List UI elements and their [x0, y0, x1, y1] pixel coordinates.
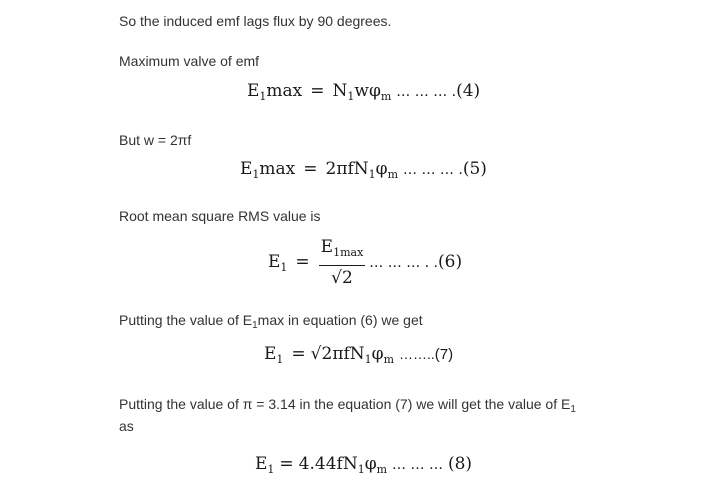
eq5-lhs: E	[240, 159, 253, 179]
eq4-rhs-sub1: 1	[347, 90, 355, 103]
eq8-lhs: E	[255, 454, 268, 474]
eq6-fraction	[319, 236, 366, 289]
text-putting-pi-sub: 1	[570, 404, 576, 415]
eq7-dots: ……..	[399, 346, 435, 362]
eq5-equals: =	[303, 159, 318, 179]
eq7-rhs-sub1: 1	[364, 353, 372, 366]
eq8-dots: … … …	[392, 457, 443, 473]
eq8-number: (8)	[447, 454, 473, 474]
text-but-w: But w = 2πf	[119, 132, 192, 148]
eq4-dots: … … … .	[396, 84, 457, 100]
eq6-num-sub: 1max	[333, 246, 364, 259]
text-putting-pi	[119, 395, 576, 419]
eq4-lhs-tail: max	[266, 81, 303, 101]
eq7-equals: =	[291, 344, 306, 364]
eq6-number: (6)	[438, 252, 463, 272]
text-putting-e1max-a: Putting the value of E	[119, 312, 253, 328]
text-maximum-value: Maximum valve of emf	[119, 53, 260, 69]
equation-4	[247, 79, 480, 109]
eq5-number: (5)	[462, 159, 487, 179]
text-as: as	[119, 418, 134, 434]
eq7-number: (7)	[434, 346, 454, 363]
eq5-rhs-sub1: 1	[368, 168, 376, 181]
equation-7	[264, 342, 453, 372]
eq8-rhs-sub2: m	[376, 463, 388, 476]
text-putting-e1max	[119, 311, 423, 335]
eq6-denominator: √2	[331, 268, 353, 288]
eq4-lhs: E	[247, 81, 260, 101]
eq7-lhs: E	[264, 344, 277, 364]
eq8-lhs-sub: 1	[267, 463, 275, 476]
eq4-rhs-b: wφ	[354, 81, 381, 101]
eq5-rhs-sub2: m	[387, 168, 399, 181]
text-putting-pi-a: Putting the value of π = 3.14 in the equation (7) we will get the value of E	[119, 396, 571, 412]
eq6-dots: … … … . .	[369, 255, 438, 271]
text-putting-e1max-sub: 1	[252, 320, 258, 331]
eq5-lhs-sub: 1	[252, 168, 260, 181]
eq8-rhs-b: φ	[364, 454, 377, 474]
eq7-rhs-b: φ	[371, 344, 384, 364]
eq4-equals: =	[310, 81, 325, 101]
eq6-lhs-sub: 1	[280, 261, 288, 274]
equation-6	[268, 236, 462, 289]
eq4-number: (4)	[456, 81, 481, 101]
eq8-equals: =	[279, 454, 294, 474]
text-induced-emf-lags: So the induced emf lags flux by 90 degrees.	[119, 13, 392, 29]
eq7-rhs-a: √2πfN	[310, 344, 365, 364]
eq5-dots: … … … .	[403, 162, 463, 178]
text-rms-value: Root mean square RMS value is	[119, 208, 321, 224]
eq8-rhs-a: 4.44fN	[298, 454, 358, 474]
eq5-rhs-a: 2πfN	[325, 159, 369, 179]
eq6-num-a: E	[320, 237, 334, 257]
eq6-numerator	[319, 236, 366, 266]
eq5-lhs-tail: max	[259, 159, 296, 179]
eq7-lhs-sub: 1	[276, 353, 284, 366]
equation-5	[240, 157, 487, 187]
eq6-equals: =	[295, 252, 310, 272]
eq6-lhs: E	[268, 252, 281, 272]
eq4-rhs-a: N	[332, 81, 348, 101]
eq8-rhs-sub1: 1	[357, 463, 365, 476]
equation-8	[255, 452, 472, 482]
eq4-rhs-sub2: m	[380, 90, 392, 103]
eq5-rhs-b: φ	[375, 159, 388, 179]
text-putting-e1max-b: max in equation (6) we get	[257, 312, 423, 328]
eq4-lhs-sub: 1	[259, 90, 267, 103]
eq7-rhs-sub2: m	[383, 353, 395, 366]
